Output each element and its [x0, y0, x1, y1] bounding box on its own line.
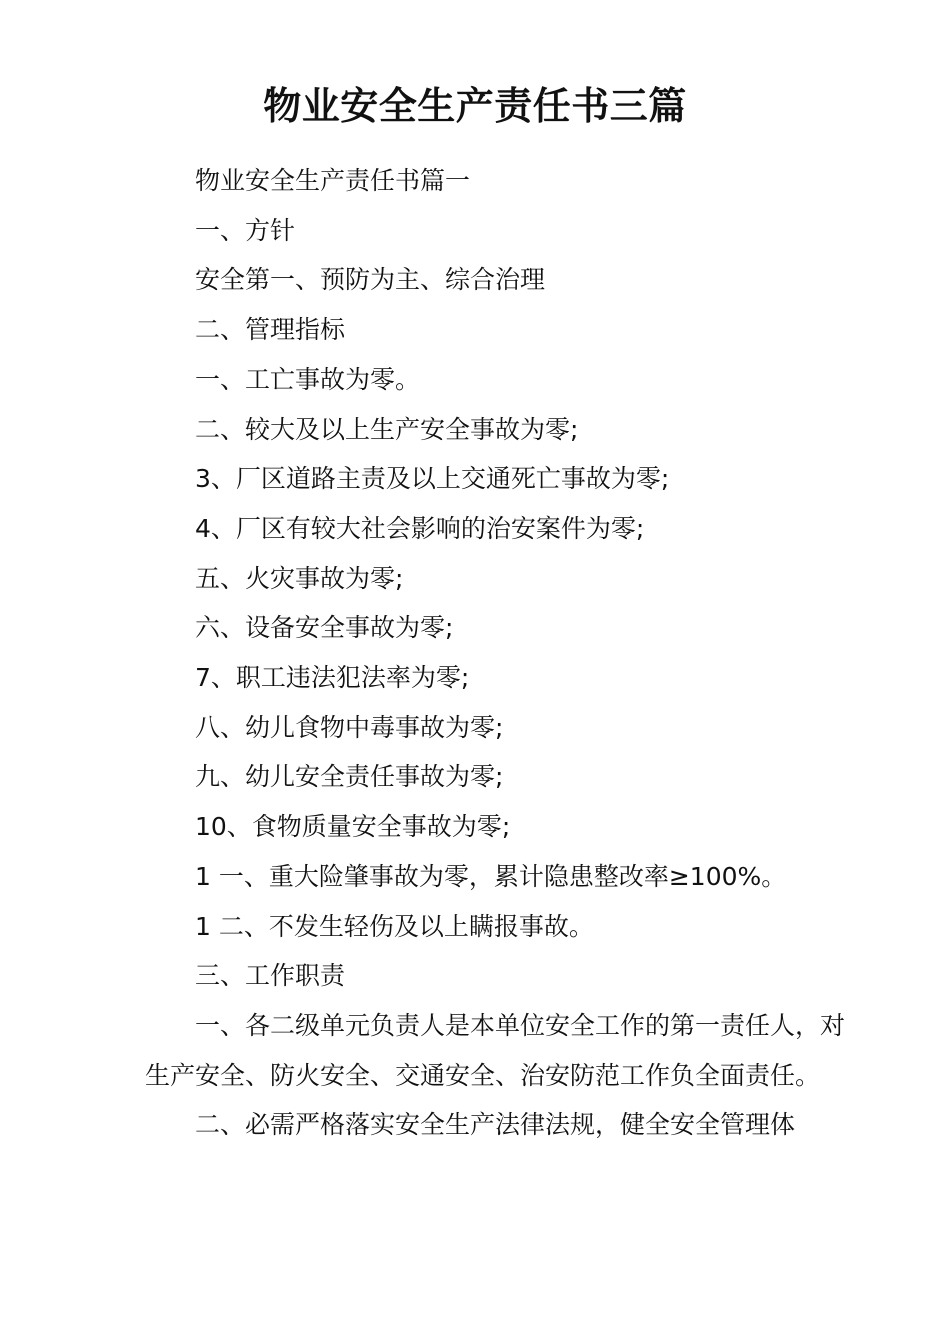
paragraph: 一、方针	[195, 215, 296, 245]
paragraph: 九、幼儿安全责任事故为零;	[195, 762, 504, 792]
paragraph: 1 二、不发生轻伤及以上瞒报事故。	[195, 911, 594, 941]
paragraph: 4、厂区有较大社会影响的治安案件为零;	[195, 513, 645, 543]
paragraph: 二、必需严格落实安全生产法律法规，健全安全管理体	[195, 1110, 796, 1140]
paragraph: 二、管理指标	[195, 315, 346, 345]
paragraph: 三、工作职责	[195, 961, 346, 991]
document-title: 物业安全生产责任书三篇	[263, 83, 687, 128]
paragraph: 二、较大及以上生产安全事故为零;	[195, 414, 579, 444]
paragraph: 六、设备安全事故为零;	[195, 613, 454, 643]
paragraph: 一、各二级单元负责人是本单位安全工作的第一责任人，对生产安全、防火安全、交通安全、治安防范工作负全面责任。	[145, 1010, 846, 1090]
section-heading: 物业安全生产责任书篇一	[195, 166, 471, 195]
paragraph: 1 一、重大险肇事故为零，累计隐患整改率≥100%。	[195, 861, 787, 891]
paragraph: 一、工亡事故为零。	[195, 364, 421, 394]
paragraph: 安全第一、预防为主、综合治理	[195, 265, 546, 295]
paragraph: 五、火灾事故为零;	[195, 563, 404, 593]
paragraph: 八、幼儿食物中毒事故为零;	[195, 712, 504, 742]
document-body	[145, 156, 845, 1150]
paragraph: 3、厂区道路主责及以上交通死亡事故为零;	[195, 464, 670, 494]
paragraph: 10、食物质量安全事故为零;	[195, 812, 511, 842]
paragraph: 7、职工违法犯法率为零;	[195, 663, 470, 693]
